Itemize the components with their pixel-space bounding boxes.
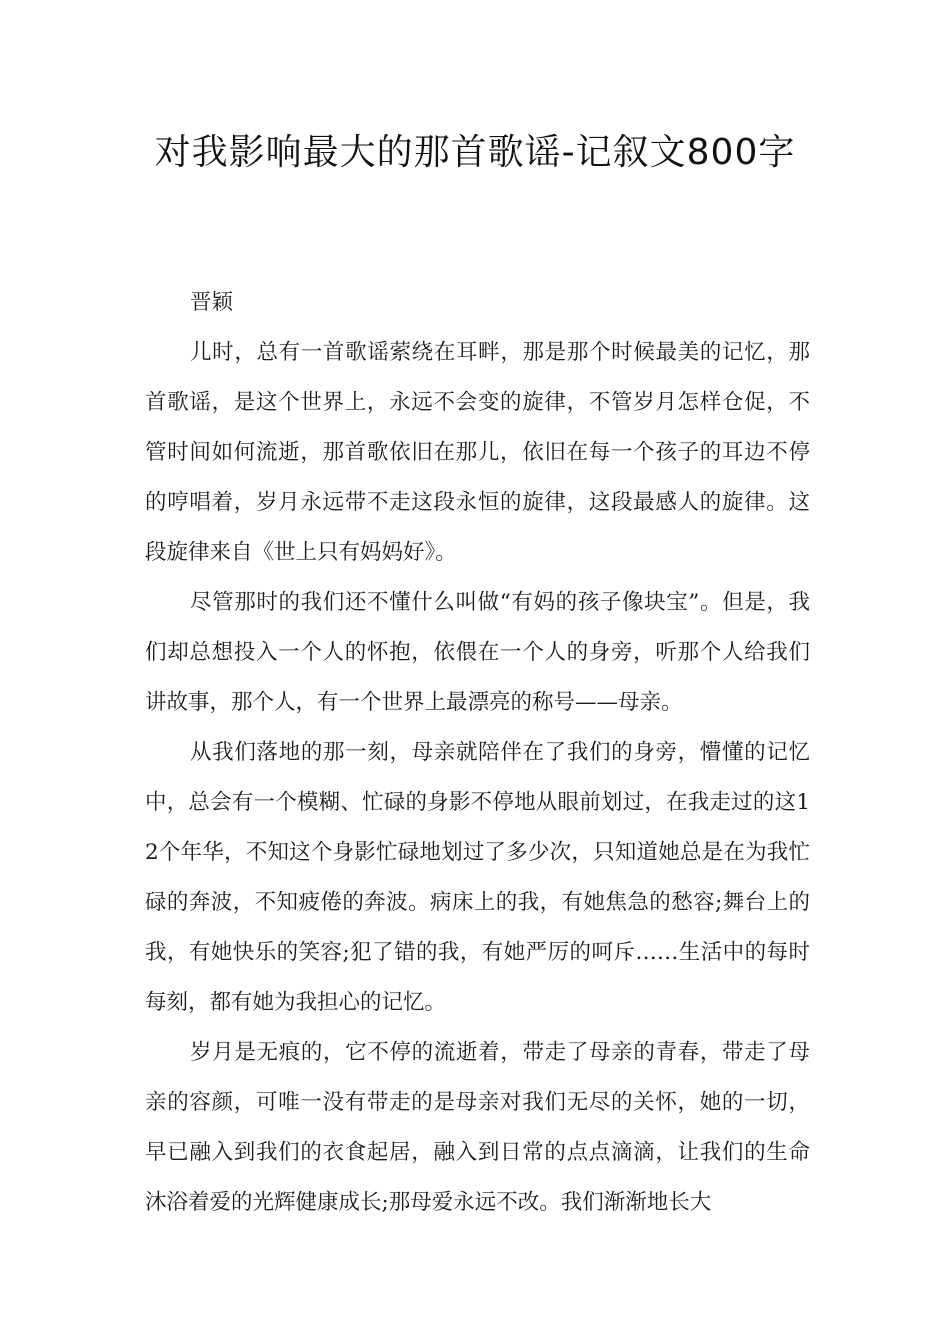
paragraph: 岁月是无痕的，它不停的流逝着，带走了母亲的青春，带走了母亲的容颜，可唯一没有带走的是母亲对我们无尽的关怀，她的一切，早已融入到我们的衣食起居，融入到日常的点点滴滴，让我们的生命沐浴着爱的光辉健康成长;那母爱永远不改。我们渐渐地长大 bbox=[145, 1040, 810, 1215]
document-title: 对我影响最大的那首歌谣-记叙文800字 bbox=[154, 132, 796, 173]
author-name: 晋颖 bbox=[190, 290, 234, 315]
paragraph: 儿时，总有一首歌谣萦绕在耳畔，那是那个时候最美的记忆，那首歌谣，是这个世界上，永远不会变的旋律，不管岁月怎样仓促，不管时间如何流逝，那首歌依旧在那儿，依旧在每一个孩子的耳边不停的哼唱着，岁月永远带不走这段永恒的旋律，这段最感人的旋律。这段旋律来自《世上只有妈妈好》。 bbox=[145, 340, 810, 565]
paragraph: 尽管那时的我们还不懂什么叫做“有妈的孩子像块宝”。但是，我们却总想投入一个人的怀抱，依偎在一个人的身旁，听那个人给我们讲故事，那个人，有一个世界上最漂亮的称号——母亲。 bbox=[145, 590, 810, 715]
paragraph: 从我们落地的那一刻，母亲就陪伴在了我们的身旁，懵懂的记忆中，总会有一个模糊、忙碌的身影不停地从眼前划过，在我走过的这12个年华，不知这个身影忙碌地划过了多少次，只知道她总是在为我忙碌的奔波，不知疲倦的奔波。病床上的我，有她焦急的愁容;舞台上的我，有她快乐的笑容;犯了错的我，有她严厉的呵斥……生活中的每时每刻，都有她为我担心的记忆。 bbox=[145, 740, 810, 1015]
document-body bbox=[145, 278, 810, 1228]
